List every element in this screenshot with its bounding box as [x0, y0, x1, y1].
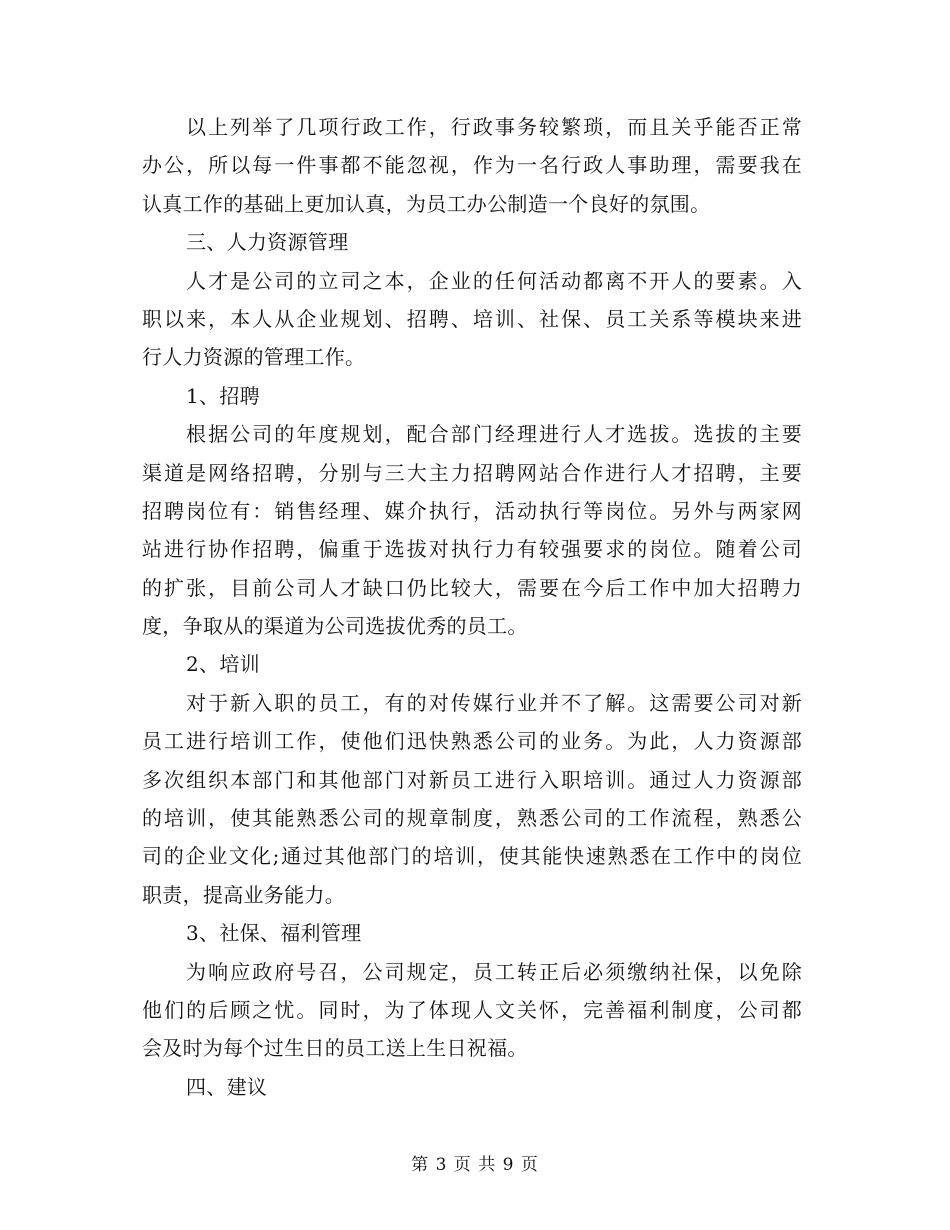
text-line: 办公，所以每一件事都不能忽视，作为一名行政人事助理，需要我在	[142, 153, 802, 178]
text-line: 四、建议	[186, 1074, 268, 1099]
page-number-footer: 第 3 页 共 9 页	[411, 1155, 539, 1175]
text-line: 行人力资源的管理工作。	[142, 345, 366, 370]
text-line: 站进行协作招聘，偏重于选拔对执行力有较强要求的岗位。随着公司	[142, 537, 802, 562]
text-line: 为响应政府号召，公司规定，员工转正后必须缴纳社保，以免除	[186, 959, 802, 984]
text-line: 渠道是网络招聘，分别与三大主力招聘网站合作进行人才招聘，主要	[142, 460, 802, 485]
text-line: 以上列举了几项行政工作，行政事务较繁琐，而且关乎能否正常	[186, 115, 802, 139]
text-line: 员工进行培训工作，使他们迅快熟悉公司的业务。为此，人力资源部	[142, 729, 802, 754]
text-line: 招聘岗位有：销售经理、媒介执行，活动执行等岗位。另外与两家网	[142, 498, 802, 523]
document-body	[142, 108, 802, 1106]
text-line: 会及时为每个过生日的员工送上生日祝福。	[142, 1036, 528, 1061]
text-line: 根据公司的年度规划，配合部门经理进行人才选拔。选拔的主要	[186, 422, 802, 447]
text-line: 度，争取从的渠道为公司选拔优秀的员工。	[142, 614, 528, 639]
text-line: 的培训，使其能熟悉公司的规章制度，熟悉公司的工作流程，熟悉公	[142, 806, 802, 831]
text-line: 司的企业文化;通过其他部门的培训，使其能快速熟悉在工作中的岗位	[142, 844, 802, 869]
text-line: 对于新入职的员工，有的对传媒行业并不了解。这需要公司对新	[186, 690, 802, 715]
text-line: 职责，提高业务能力。	[142, 882, 345, 907]
text-line: 2、培训	[186, 652, 260, 677]
text-line: 认真工作的基础上更加认真，为员工办公制造一个良好的氛围。	[142, 191, 711, 216]
text-line: 的扩张，目前公司人才缺口仍比较大，需要在今后工作中加大招聘力	[142, 575, 802, 600]
text-line: 职以来，本人从企业规划、招聘、培训、社保、员工关系等模块来进	[142, 306, 802, 331]
text-line: 3、社保、福利管理	[186, 921, 362, 946]
text-line: 他们的后顾之忧。同时，为了体现人文关怀，完善福利制度，公司都	[142, 997, 802, 1022]
text-line: 人才是公司的立司之本，企业的任何活动都离不开人的要素。入	[186, 268, 802, 293]
text-line: 多次组织本部门和其他部门对新员工进行入职培训。通过人力资源部	[142, 767, 802, 792]
text-line: 三、人力资源管理	[186, 230, 349, 255]
text-line: 1、招聘	[186, 383, 260, 408]
